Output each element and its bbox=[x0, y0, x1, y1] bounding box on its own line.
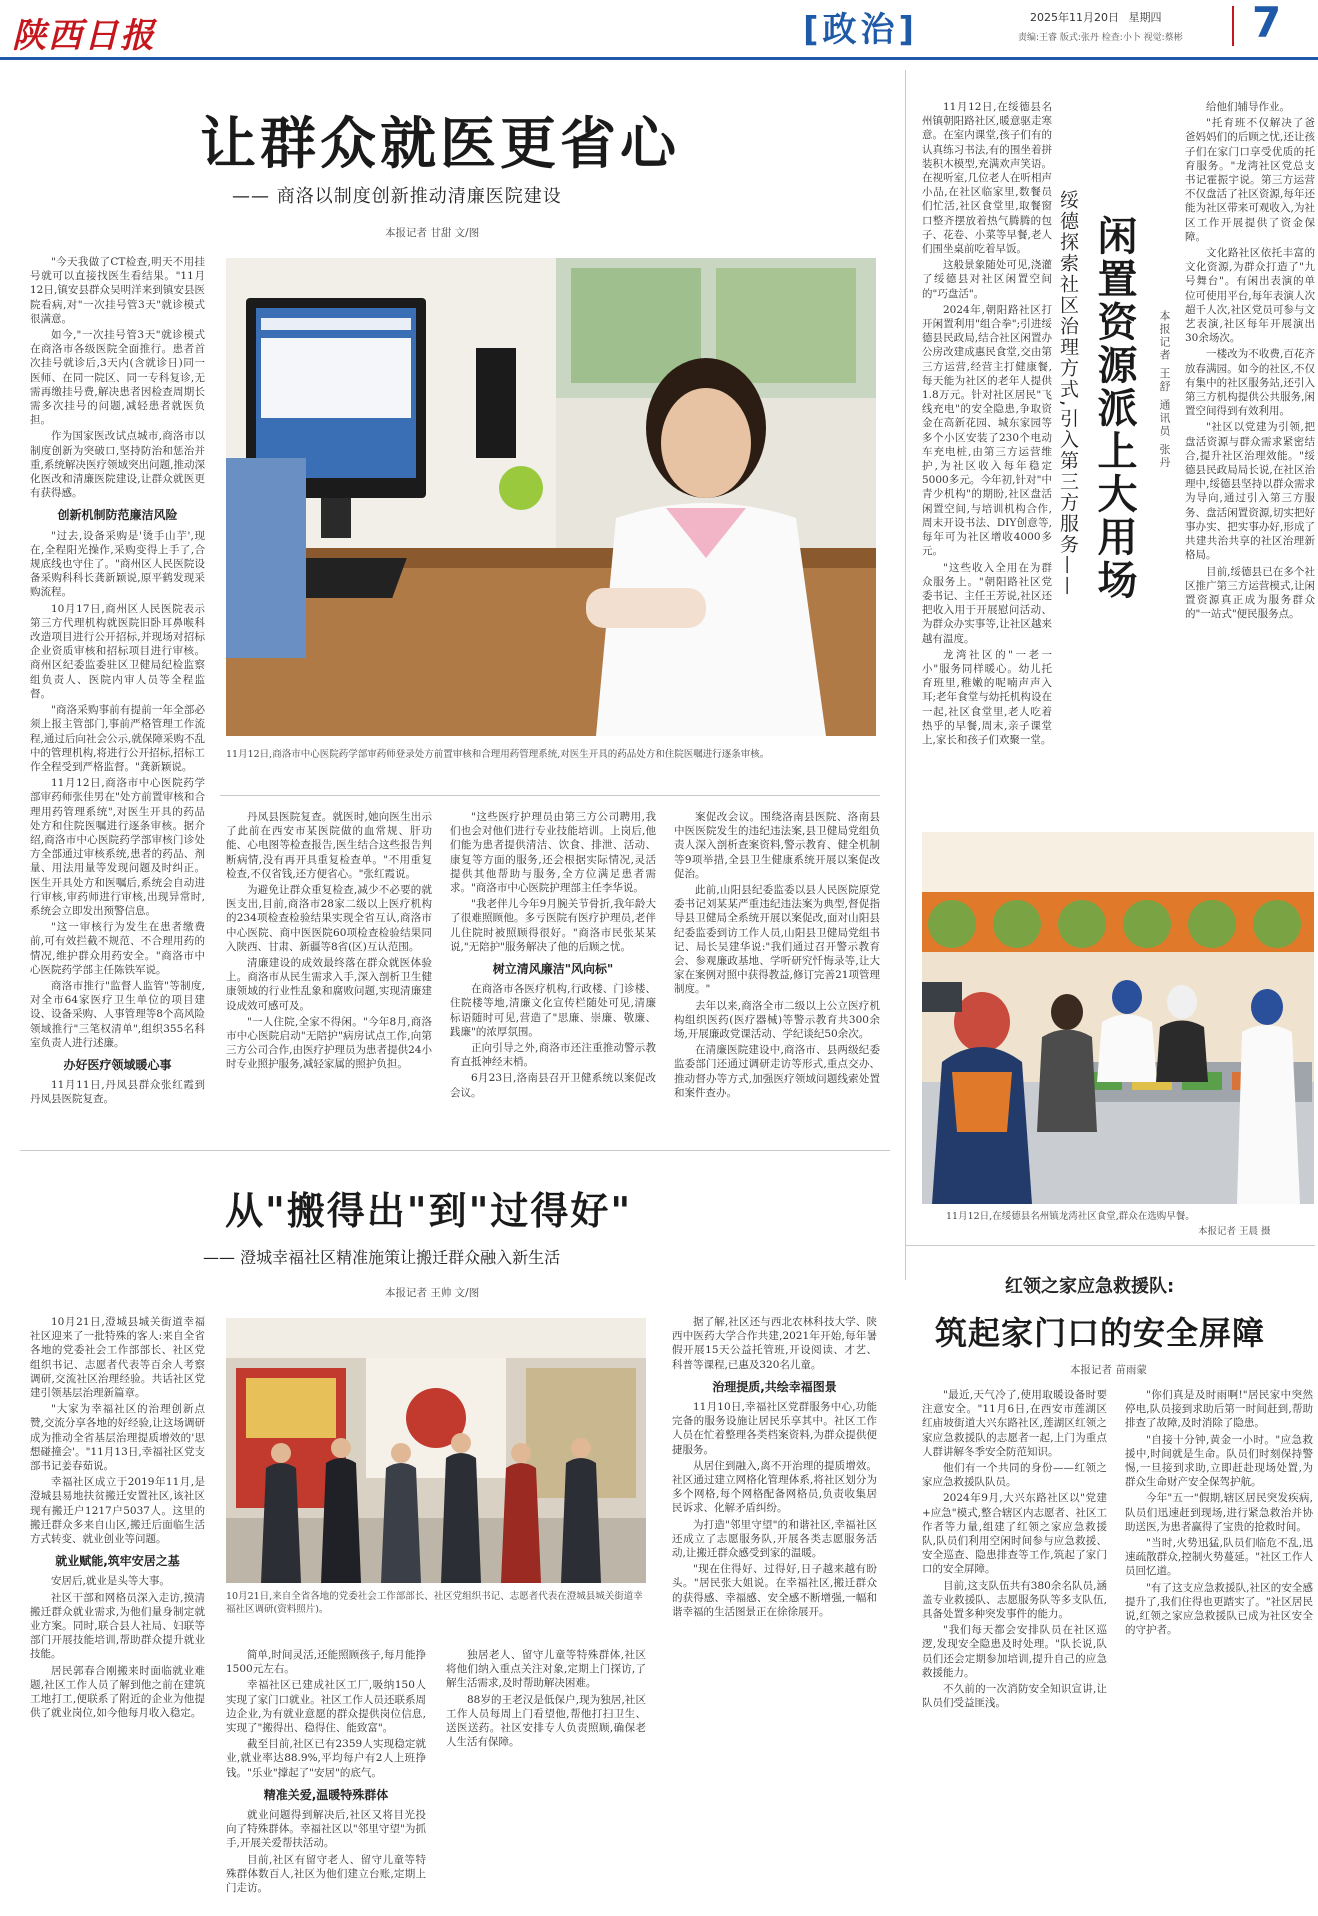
divider bbox=[905, 70, 906, 1280]
paragraph: "商洛采购事前有提前一年全部必须上报主管部门,事前严格管理工作流程,通过后向社会公示,就保障采购不乱中的管理机构,将进行公开招标,招标工作全程受到严格监督。"龚新颖说。 bbox=[30, 704, 205, 773]
article3-column-3 bbox=[446, 1648, 646, 1913]
paragraph: "今天我做了CT检查,明天不用挂号就可以直接找医生看结果。"11月12日,镇安县群众吴明洋来到镇安县医院看病,对"一次挂号管3天"就诊模式很满意。 bbox=[30, 256, 205, 325]
article3-column-2 bbox=[226, 1648, 426, 1913]
paragraph: 截至目前,社区已有2359人实现稳定就业,就业率达88.9%,平均每户有2人上班挣钱。"乐业"撑起了"安居"的底气。 bbox=[226, 1738, 426, 1779]
article1-photo-pharmacist bbox=[226, 258, 876, 736]
article1-column-3 bbox=[450, 810, 656, 1140]
article1-title: 让群众就医更省心 bbox=[200, 112, 680, 177]
masthead bbox=[0, 0, 1318, 62]
issue-date bbox=[1030, 9, 1162, 25]
paragraph: 案促改会议。围绕洛南县医院、洛南县中医医院发生的违纪违法案,县卫健局党组负责人深入剖析查案资料,警示教育、健全机制等9项举措,全县卫生健康系统开展以案促改促治。 bbox=[674, 811, 880, 880]
paragraph: "有了这支应急救援队,社区的安全感提升了,我们住得也更踏实了。"社区居民说,红领之家应急救援队已成为社区安全的守护者。 bbox=[1125, 1581, 1313, 1637]
paragraph: "过去,设备采购是'烫手山芋',现在,全程阳光操作,采购变得上手了,合规底线也守住了。"商州区人民医院设备采购科科长龚新颖说,原平鹤发现采购流程。 bbox=[30, 529, 205, 599]
article1-column-4 bbox=[674, 810, 880, 1140]
paragraph: "自接十分钟,黄金一小时。"应急救援中,时间就是生命。队员们时刻保持警惕,一旦接到求助,立即赶赴现场处置,为群众生命财产安全保驾护航。 bbox=[1125, 1433, 1313, 1489]
paragraph: "我老伴儿今年9月腕关节骨折,我年龄大了很难照顾他。多亏医院有医疗护理员,老伴儿住院时被照顾得很好。"商洛市民张某某说,"无陪护"服务解决了他的后顾之忧。 bbox=[450, 898, 656, 953]
paragraph: 丹凤县医院复查。就医时,她向医生出示了此前在西安市某医院做的血常规、肝功能、心电图等检查报告,医生结合这些报告判断病情,没有再开具重复检查单。"不用重复检查,不仅省钱,还方便省心。"张红霞说。 bbox=[226, 811, 432, 880]
subheading: 办好医疗领域暖心事 bbox=[63, 1057, 172, 1072]
subheading: 创新机制防范廉洁风险 bbox=[57, 508, 178, 523]
divider bbox=[220, 795, 880, 796]
article3-column-1 bbox=[30, 1315, 205, 1910]
article2-photo-byline: 本报记者 王晨 摄 bbox=[1198, 1226, 1271, 1237]
paragraph: 88岁的王老汉是低保户,现为独居,社区工作人员每周上门看望他,帮他打扫卫生、送医送药。社区安排专人负责照顾,确保老人生活有保障。 bbox=[446, 1693, 646, 1749]
page-number-divider bbox=[1232, 6, 1234, 46]
paragraph: 据了解,社区还与西北农林科技大学、陕西中医药大学合作共建,2021年开始,每年暑假开展15天公益托管班,开设阅读、才艺、科普等课程,已惠及320名儿童。 bbox=[672, 1316, 877, 1371]
paragraph: 从居住到融入,离不开治理的提质增效。社区通过建立网格化管理体系,将社区划分为多个网格,每个网格配备网格员,负责收集居民诉求、化解矛盾纠纷。 bbox=[672, 1459, 877, 1515]
article3-photo-community bbox=[226, 1318, 646, 1583]
paragraph: "最近,天气冷了,使用取暖设备时要注意安全。"11月6日,在西安市莲湖区红庙坡街道大兴东路社区,莲湖区红领之家应急救援队的志愿者一起,上门为重点人群讲解冬季安全防范知识。 bbox=[922, 1389, 1107, 1458]
paragraph: 去年以来,商洛全市二级以上公立医疗机构组织医药(医疗器械)等警示教育共300余场,开展廉政党课活动、学纪谈纪50余次。 bbox=[674, 999, 880, 1041]
paragraph: 不久前的一次消防安全知识宣讲,让队员们受益匪浅。 bbox=[922, 1683, 1107, 1710]
divider bbox=[20, 1150, 890, 1151]
article3-title: 从"搬得出"到"过得好" bbox=[225, 1189, 633, 1233]
masthead-rule bbox=[0, 57, 1318, 60]
paragraph: "现在住得好、过得好,日子越来越有盼头。"居民张大姐说。在幸福社区,搬迁群众的获得感、幸福感、安全感不断增强,一幅和谐幸福的生活图景正在徐徐展开。 bbox=[672, 1563, 877, 1618]
date-text: 2025年11月20日 bbox=[1030, 11, 1119, 24]
article1-byline: 本报记者 甘甜 文/图 bbox=[385, 227, 480, 239]
article3-column-4 bbox=[672, 1315, 877, 1913]
photo-illustration bbox=[226, 258, 876, 736]
paragraph: 商洛市推行"监督人监管"等制度,对全市64家医疗卫生单位的项目建设、设备采购、人事管理等8个高风险领域推行"三笔权清单",组织355名科室负责人进行述廉。 bbox=[30, 979, 205, 1049]
paragraph: "托育班不仅解决了爸爸妈妈们的后顾之忧,还让孩子们在家门口享受优质的托育服务。"龙湾社区党总支书记霍振宇说。第三方运营不仅盘活了社区资源,每年还能为社区带来可观收入,为社区工作开展提供了资金保障。 bbox=[1185, 117, 1315, 243]
article4-column-2 bbox=[1125, 1388, 1313, 1913]
paragraph: 给他们辅导作业。 bbox=[1206, 101, 1290, 113]
paragraph: 为避免让群众重复检查,减少不必要的就医支出,目前,商洛市28家二级以上医疗机构的234项检查检验结果实现全省互认,商洛市中心医院、商中医医院60项检查检验结果同入陕西、甘肃、新疆等8省(区)互认范围。 bbox=[226, 884, 432, 953]
paragraph: 龙湾社区的"一老一小"服务同样暖心。幼儿托育班里,稚嫩的呢喃声声入耳;老年食堂与幼托机构设在一起,社区食堂里,老人吃着热乎的早餐,周末,亲子课堂上,家长和孩子们欢聚一堂。 bbox=[922, 648, 1052, 746]
paragraph: 他们有一个共同的身份——红领之家应急救援队队员。 bbox=[922, 1462, 1107, 1489]
paragraph: "这些收入全用在为群众服务上。"朝阳路社区党委书记、主任王芳说,社区还把收入用于开展慰问活动、为群众办实事等,让社区越来越有温度。 bbox=[922, 561, 1052, 645]
paragraph: 目前,绥德县已在多个社区推广第三方运营模式,让闲置资源真正成为服务群众的"一站式"便民服务点。 bbox=[1185, 565, 1315, 621]
paragraph: 目前,这支队伍共有380余名队员,涵盖专业救援队、志愿服务队等多支队伍,具备处置多种突发事件的能力。 bbox=[922, 1579, 1107, 1621]
section-label: [政治] bbox=[803, 10, 919, 50]
paper-logo: 陕西日报 bbox=[12, 16, 156, 56]
paragraph: 11月12日,商洛市中心医院药学部审药师张佳男在"处方前置审核和合理用药管理系统",对医生开具的药品处方和住院医嘱进行逐条审核。据介绍,商洛市中心医院药学部审核门诊处方全部通过审核系统,患者的药品、剂量、用法用量等发现问题及时纠正。医生开具处方和医嘱后,系统会自动进行审核,审药师进行审核,出现异常时,系统会立即发出预警信息。 bbox=[30, 777, 205, 917]
paragraph: 2024年9月,大兴东路社区以"党建+应急"模式,整合辖区内志愿者、社区工作者等力量,组建了红领之家应急救援队,队员们利用空闲时间参与应急救援、安全巡查、隐患排查等工作,筑起了家门口的安全屏障。 bbox=[922, 1492, 1107, 1576]
weekday-text: 星期四 bbox=[1128, 11, 1162, 24]
article4-byline: 本报记者 苗雨蒙 bbox=[1070, 1364, 1147, 1376]
article2-column-2 bbox=[1185, 100, 1315, 810]
paragraph: 居民郭春合刚搬来时面临就业难题,社区工作人员了解到他之前在建筑工地打工,便联系了附近的企业为他提供了就业岗位,如今他每月收入稳定。 bbox=[30, 1664, 205, 1720]
paragraph: 如今,"一次挂号管3天"就诊模式在商洛市各级医院全面推行。患者首次挂号就诊后,3天内(含就诊日)同一医师、在同一院区、同一专科复诊,无需再缴挂号费,解决患者因检查周期长需多次挂号的问题,减轻患者就医负担。 bbox=[30, 329, 205, 427]
paragraph: "我们每天都会安排队员在社区巡逻,发现安全隐患及时处理。"队长说,队员们还会定期参加培训,提升自己的应急救援能力。 bbox=[922, 1624, 1107, 1679]
paragraph: "大家为幸福社区的治理创新点赞,交流分享各地的好经验,让这场调研成为推动全省基层治理提质增效的'思想碰撞会'。"11月13日,幸福社区党支部书记姜春茹说。 bbox=[30, 1403, 205, 1473]
paragraph: 11月10日,幸福社区党群服务中心,功能完备的服务设施让居民乐享其中。社区工作人员在忙着整理各类档案资料,为群众提供便捷服务。 bbox=[672, 1401, 877, 1456]
paragraph: 独居老人、留守儿童等特殊群体,社区将他们纳入重点关注对象,定期上门探访,了解生活需求,及时帮助解决困难。 bbox=[446, 1649, 646, 1690]
paragraph: 就业问题得到解决后,社区又将目光投向了特殊群体。幸福社区以"邻里守望"为抓手,开展关爱帮扶活动。 bbox=[226, 1809, 426, 1850]
article1-photo-caption: 11月12日,商洛市中心医院药学部审药师登录处方前置审核和合理用药管理系统,对医生开具的药品处方和住院医嘱进行逐条审核。 bbox=[226, 749, 770, 760]
photo-illustration bbox=[226, 1318, 646, 1583]
article1-subtitle: —— 商洛以制度创新推动清廉医院建设 bbox=[232, 186, 562, 207]
paragraph: 6月23日,洛南县召开卫健系统以案促改会议。 bbox=[450, 1072, 656, 1099]
subheading: 精准关爱,温暖特殊群体 bbox=[263, 1787, 389, 1802]
paragraph: 10月21日,澄城县城关街道幸福社区迎来了一批特殊的客人:来自全省各地的党委社会工作部部长、社区党组织书记、志愿者代表等百余人考察调研,交流社区治理经验。共话社区党建引领基层治理新篇章。 bbox=[30, 1316, 205, 1400]
paragraph: "这一审核行为发生在患者缴费前,可有效拦截不规范、不合理用药的情况,维护群众用药安全。"商洛市中心医院药学部主任陈铁军说。 bbox=[30, 921, 205, 976]
paragraph: 11月12日,在绥德县名州镇朝阳路社区,暖意驱走寒意。在室内课堂,孩子们有的认真练习书法,有的围坐着拼装积木模型,充满欢声笑语。在视听室,几位老人在听相声小品,在社区临家里,数餐员们忙活,社区食堂里,取餐窗口整齐摆放着热气腾腾的包子、花卷、小菜等早餐,老人们围坐桌前吃着早饭。 bbox=[922, 101, 1052, 256]
article2-photo-canteen bbox=[922, 832, 1314, 1204]
paragraph: 这般景象随处可见,浇灌了绥德县对社区闲置空间的"巧盘活"。 bbox=[922, 259, 1052, 300]
page-number: 7 bbox=[1252, 0, 1282, 47]
subheading: 就业赋能,筑牢安居之基 bbox=[55, 1554, 180, 1569]
paragraph: 简单,时间灵活,还能照顾孩子,每月能挣1500元左右。 bbox=[226, 1649, 426, 1676]
paragraph: 在商洛市各医疗机构,行政楼、门诊楼、住院楼等地,清廉文化宣传栏随处可见,清廉标语随时可见,营造了"思廉、崇廉、敬廉、践廉"的浓厚氛围。 bbox=[450, 983, 656, 1038]
article2-column-1 bbox=[922, 100, 1052, 830]
paragraph: 文化路社区依托丰富的文化资源,为群众打造了"九号舞台"。有闲出表演的单位可使用平台,每年表演人次超千人次,社区党员可参与文艺表演,社区每年开展演出30余场次。 bbox=[1185, 247, 1315, 345]
paragraph: 安居后,就业是头等大事。 bbox=[51, 1575, 170, 1588]
paragraph: 清廉建设的成效最终落在群众就医体验上。商洛市从民生需求入手,深入剖析卫生健康领域的行业性乱象和腐败问题,实现清廉建设成效可感可及。 bbox=[226, 957, 432, 1012]
article4-column-1 bbox=[922, 1388, 1107, 1913]
article2-byline: 本报记者 王舒 通讯员 张丹 bbox=[1158, 310, 1171, 470]
paragraph: 11月11日,丹凤县群众张红霞到丹凤县医院复查。 bbox=[30, 1079, 205, 1106]
subheading: 治理提质,共绘幸福图景 bbox=[712, 1379, 837, 1394]
staff-credits: 责编:王睿 版式:张丹 检查:小卜 视觉:蔡彬 bbox=[1018, 33, 1183, 43]
paragraph: "社区以党建为引领,把盘活资源与群众需求紧密结合,提升社区治理效能。"绥德县民政局局长说,在社区治理中,绥德县坚持以群众需求为导向,通过引入第三方服务、盘活闲置资源,切实把好事办实、把实事办好,形成了共建共治共享的社区治理新格局。 bbox=[1185, 421, 1315, 562]
paragraph: 作为国家医改试点城市,商洛市以制度创新为突破口,坚持防治和惩治并重,系统解决医疗领域突出问题,推动深化医改和清廉医院建设,让群众就医更有获得感。 bbox=[30, 430, 205, 500]
paragraph: "你们真是及时雨啊!"居民家中突然停电,队员接到求助后第一时间赶到,帮助排查了故障,及时消除了隐患。 bbox=[1125, 1389, 1313, 1430]
paragraph: 一楼改为不收费,百花齐放春满园。如今的社区,不仅有集中的社区服务站,还引入第三方机构提供公共服务,闲置空间得到有效利用。 bbox=[1185, 348, 1315, 418]
article1-column-2 bbox=[226, 810, 432, 1140]
paragraph: 幸福社区成立于2019年11月,是澄城县易地扶贫搬迁安置社区,该社区现有搬迁户1217户5037人。这里的搬迁群众多来自山区,搬迁后面临生活方式转变、就业创业等问题。 bbox=[30, 1476, 205, 1546]
paragraph: "当时,火势迅猛,队员们临危不乱,迅速疏散群众,控制火势蔓延。"社区工作人员回忆道。 bbox=[1125, 1537, 1313, 1578]
paragraph: 社区干部和网格员深入走访,摸清搬迁群众就业需求,为他们量身制定就业方案。同时,联合县人社局、妇联等部门开展技能培训,帮助群众提升就业技能。 bbox=[30, 1591, 205, 1661]
article2-photo-caption: 11月12日,在绥德县名州镇龙湾社区食堂,群众在选购早餐。 bbox=[946, 1211, 1195, 1222]
paragraph: "一人住院,全家不得闲。"今年8月,商洛市中心医院启动"无陪护"病房试点工作,向第三方公司合作,由医疗护理员为患者提供24小时专业照护服务,减轻家属的照护负担。 bbox=[226, 1015, 432, 1071]
paragraph: 2024年,朝阳路社区打开闲置利用"组合拳";引进绥德县民政局,结合社区闲置办公房改建成惠民食堂,交由第三方运营,经营主打健康餐,每天能为社区的老年人提供1.8万元。针对社区居民"飞线充电"的安全隐患,争取资金在高新花园、城东家园等多个小区安装了230个电动车充电桩,由第三方运营维护,为社区收入每年稳定5000多元。今年初,针对"中青少机构"的期盼,社区盘活闲置空间,与培训机构合作,周末开设书法、DIY创意等,每年可为社区增收4000多元。 bbox=[922, 303, 1052, 558]
article4-kicker: 红领之家应急救援队: bbox=[1005, 1276, 1175, 1297]
article3-photo-caption: 10月21日,来自全省各地的党委社会工作部部长、社区党组织书记、志愿者代表在澄城县城关街道幸福社区调研(资料照片)。 bbox=[226, 1591, 643, 1615]
article3-subtitle: —— 澄城幸福社区精准施策让搬迁群众融入新生活 bbox=[203, 1248, 561, 1267]
paragraph: 今年"五一"假期,辖区居民突发疾病,队员们迅速赶到现场,进行紧急救治并协助送医,为患者赢得了宝贵的抢救时间。 bbox=[1125, 1492, 1313, 1533]
article2-subtitle: 绥德探索社区治理方式,引入第三方服务—— bbox=[1057, 190, 1079, 598]
article3-byline: 本报记者 王帅 文/图 bbox=[385, 1287, 480, 1299]
paragraph: 10月17日,商州区人民医院表示第三方代理机构就医院旧卧耳鼻喉科改造项目进行公开招标,并现场对招标企业资质审核和招标项目进行审核。商州区纪委监委驻区卫健局纪检监察组负责人、医院内审人员等全程监督。 bbox=[30, 602, 205, 700]
article2-title: 闲置资源派上大用场 bbox=[1091, 215, 1137, 602]
article1-column-1 bbox=[30, 255, 205, 1140]
paragraph: "这些医疗护理员由第三方公司聘用,我们也会对他们进行专业技能培训。上岗后,他们能为患者提供清洁、饮食、排泄、活动、康复等方面的服务,还会根据实际情况,灵活提供其他帮助与服务,全方位满足患者需求。"商洛市中心医院护理部主任李华说。 bbox=[450, 811, 656, 895]
photo-illustration bbox=[922, 832, 1314, 1204]
subheading: 树立清风廉洁"风向标" bbox=[492, 962, 614, 977]
paragraph: 此前,山阳县纪委监委以县人民医院原党委书记刘某某严重违纪违法案为典型,督促指导县卫健局全系统开展以案促改,面对山阳县纪委监委到访工作人员,山阳县卫健局党组书记、局长吴建华说:"我们通过召开警示教育会、参观廉政基地、学听研究忏悔录等,让大家在案例对照中获得教益,修订完善21项管理制度。" bbox=[674, 884, 880, 996]
article4-title: 筑起家门口的安全屏障 bbox=[935, 1314, 1266, 1352]
paragraph: 在清廉医院建设中,商洛市、县两级纪委监委部门还通过调研走访等形式,重点交办、推动督办等方式,加强医疗领域问题线索处置和案件查办。 bbox=[674, 1044, 880, 1099]
divider bbox=[905, 1245, 1315, 1246]
paragraph: 目前,社区有留守老人、留守儿童等特殊群体数百人,社区为他们建立台账,定期上门走访。 bbox=[226, 1853, 426, 1895]
paragraph: 正向引导之外,商洛市还注重推动警示教育直抵神经末梢。 bbox=[450, 1042, 656, 1069]
paragraph: 幸福社区已建成社区工厂,吸纳150人实现了家门口就业。社区工作人员还联系周边企业,为有就业意愿的群众提供岗位信息,实现了"搬得出、稳得住、能致富"。 bbox=[226, 1679, 426, 1735]
paragraph: 为打造"邻里守望"的和谐社区,幸福社区还成立了志愿服务队,开展各类志愿服务活动,让搬迁群众感受到家的温暖。 bbox=[672, 1518, 877, 1560]
